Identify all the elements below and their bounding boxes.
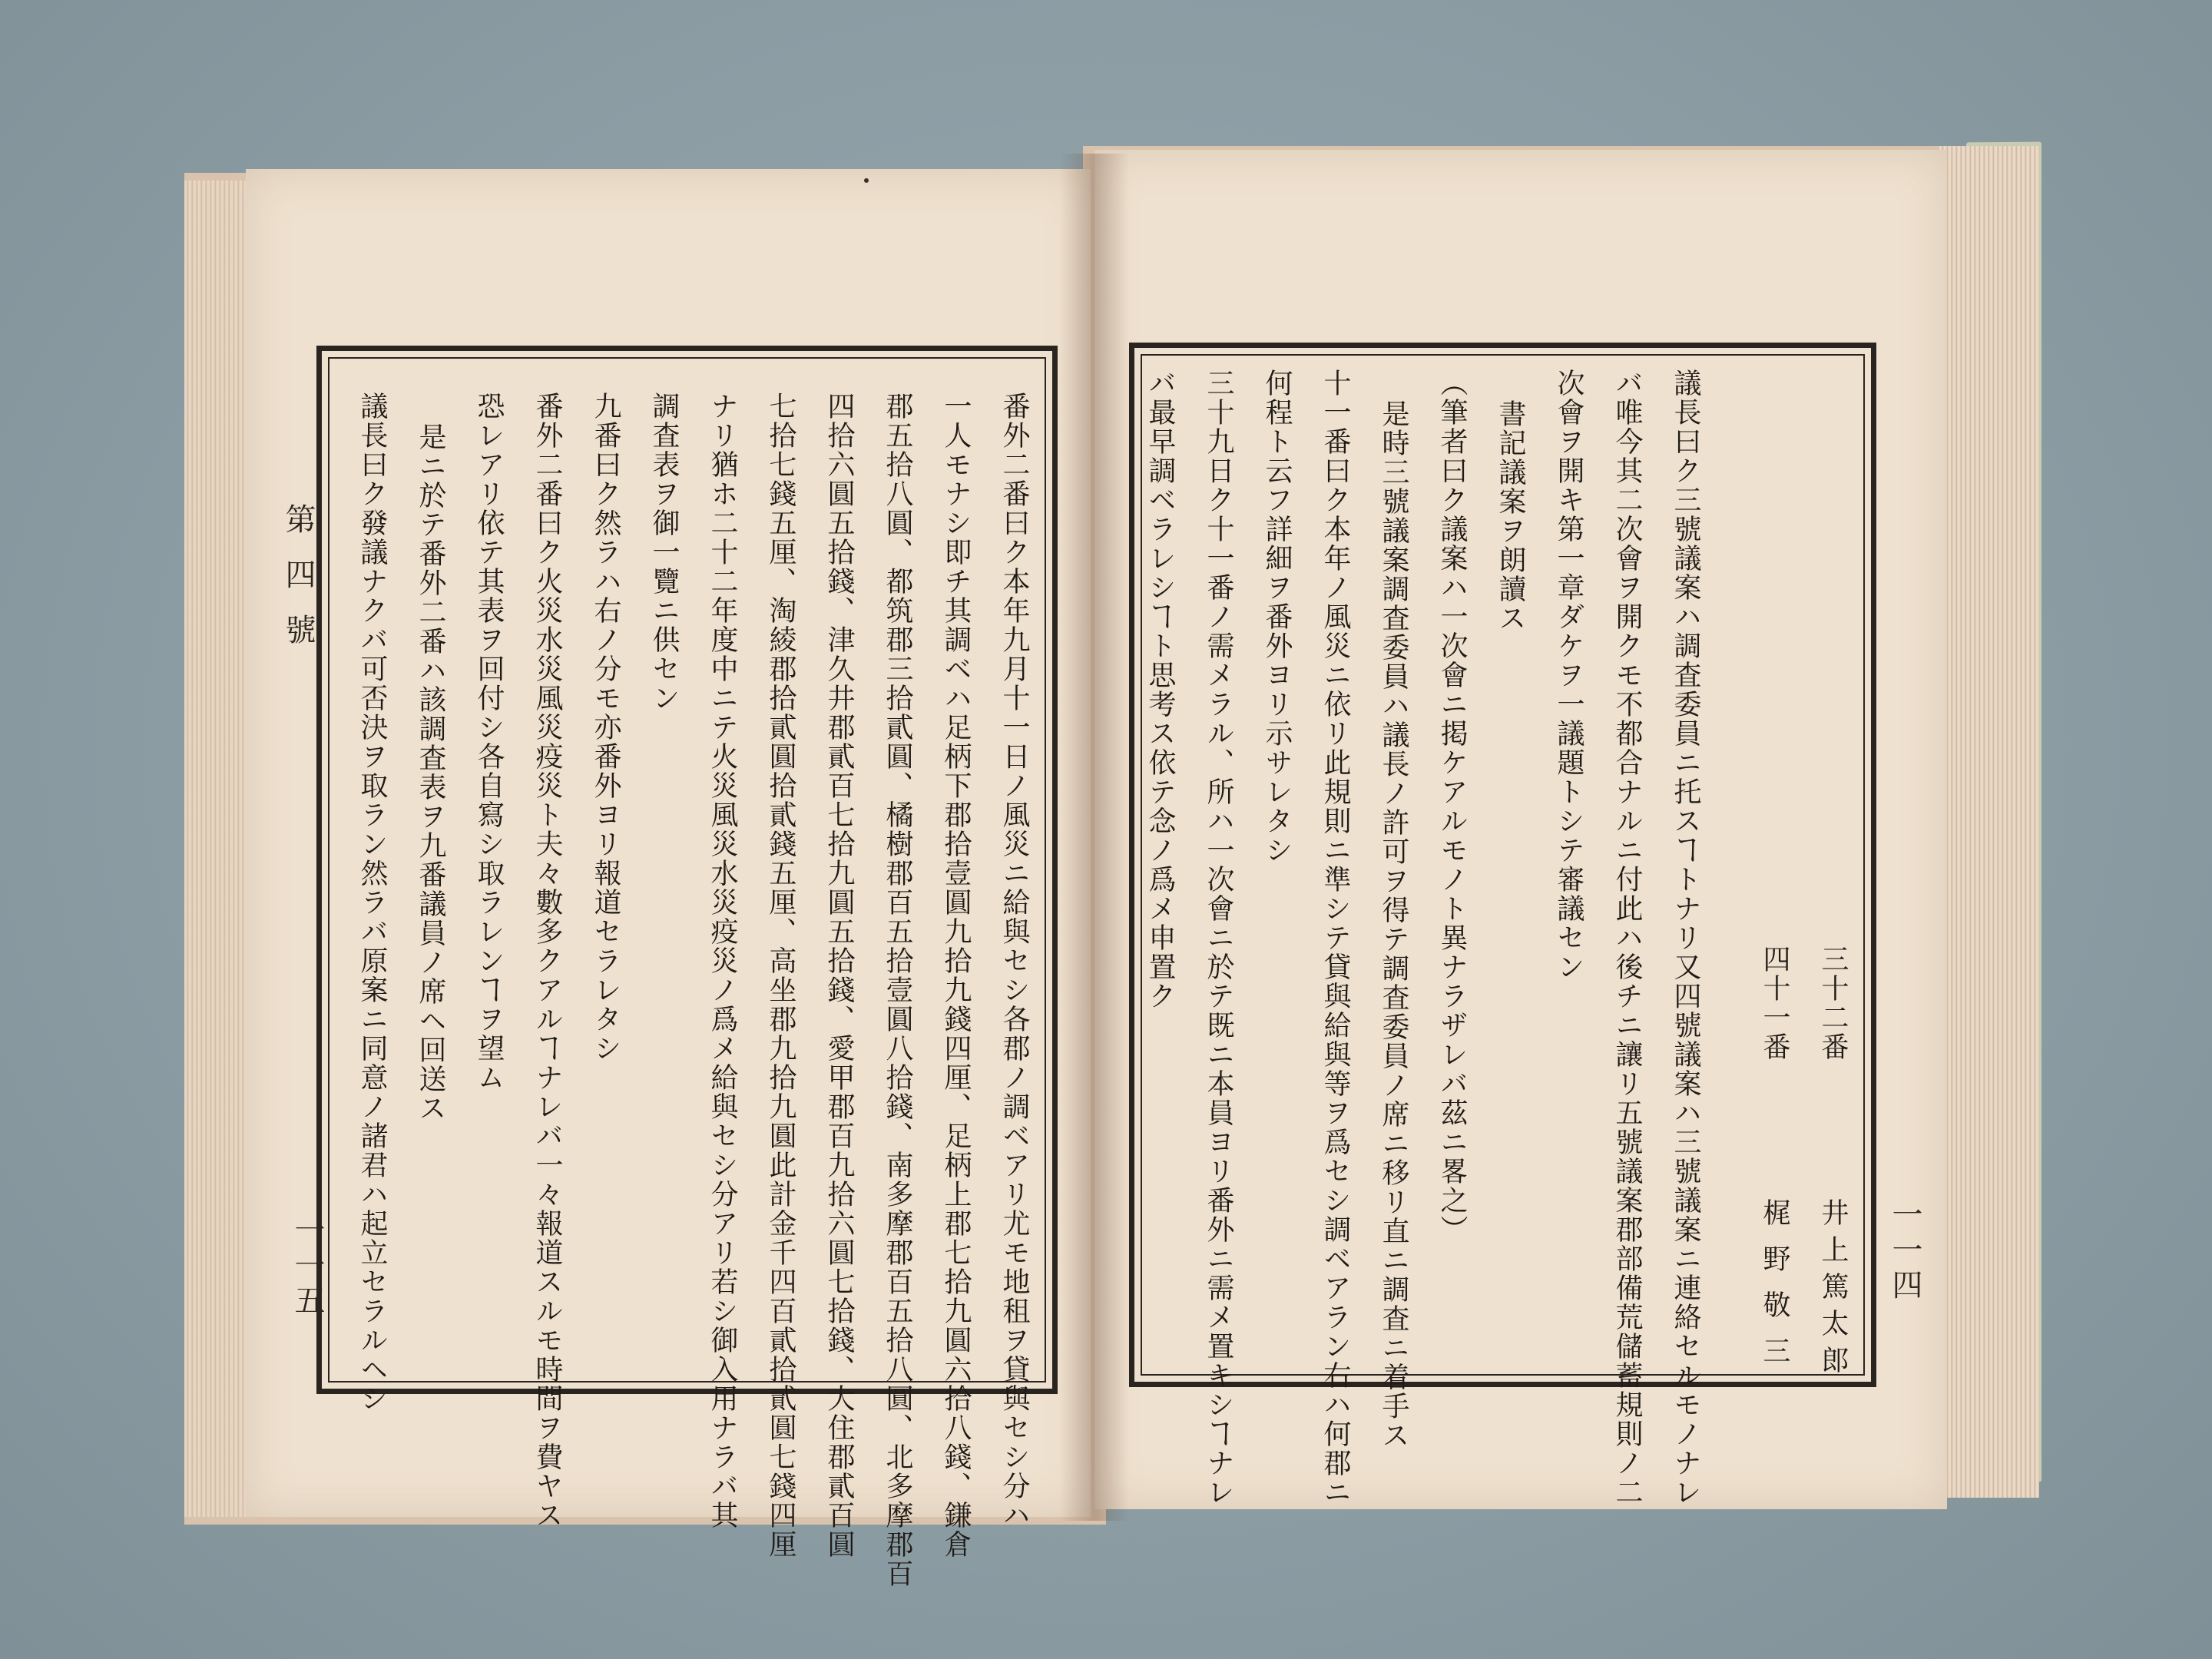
member-number-2: 四十一番 xyxy=(1759,945,1790,1061)
running-header: 第四號 xyxy=(280,503,316,669)
text-line-l1: 番外二番曰ク本年九月十一日ノ風災ニ給與セシ各郡ノ調ベアリ尤モ地租ヲ貸與セシ分ハ xyxy=(998,392,1030,1530)
text-line-r7: 十一番曰ク本年ノ風災ニ依リ此規則ニ準シテ貸與給與等ヲ爲セシ調ベアラン右ハ何郡ニ xyxy=(1320,369,1351,1507)
page-number-right: 一一四 xyxy=(1887,1198,1922,1304)
text-line-l11: 是ニ於テ番外二番ハ該調査表ヲ九番議員ノ席ヘ回送ス xyxy=(415,422,446,1123)
text-line-l4: 四拾六圓五拾錢、津久井郡貳百七拾九圓五拾錢、愛甲郡百九拾六圓七拾錢、大住郡貳百圓 xyxy=(823,392,855,1559)
text-line-l2: 一人モナシ即チ其調ベハ足柄下郡拾壹圓九拾九錢四厘、足柄上郡七拾九圓六拾八錢、鎌倉 xyxy=(940,392,972,1559)
text-line-r8: 何程ト云フ詳細ヲ番外ヨリ示サレタシ xyxy=(1261,369,1293,865)
left-page-edges xyxy=(184,180,253,1517)
text-line-l9: 番外二番曰ク火災水災風災疫災ト夫々數多クアルヿナレバ一々報道スルモ時間ヲ費ヤス xyxy=(531,392,563,1530)
page-number-left: 一一五 xyxy=(290,1214,325,1320)
text-line-l3: 郡五拾八圓、都筑郡三拾貳圓、橘樹郡百五拾壹圓八拾錢、南多摩郡百五拾八圓、北多摩郡百 xyxy=(882,392,913,1588)
text-line-l12: 議長曰ク發議ナクバ可否決ヲ取ラン然ラバ原案ニ同意ノ諸君ハ起立セラルヘシ xyxy=(356,392,388,1413)
text-line-r10: バ最早調ベラレシヿト思考ス依テ念ノ爲メ申置ク xyxy=(1144,369,1176,1011)
text-line-r1: 議長曰ク三號議案ハ調査委員ニ托スヿトナリ又四號議案ハ三號議案ニ連絡セルモノナレ xyxy=(1670,369,1701,1507)
text-line-r4: 書記議案ヲ朗讀ス xyxy=(1495,399,1526,633)
text-line-r6: 是時三號議案調査委員ハ議長ノ許可ヲ得テ調査委員ノ席ニ移リ直ニ調査ニ着手ス xyxy=(1378,399,1409,1450)
text-line-r5: （筆者曰ク議案ハ一次會ニ掲ケアルモノト異ナラザレバ茲ニ畧之） xyxy=(1436,369,1468,1244)
text-line-l5: 七拾七錢五厘、淘綾郡拾貳圓拾貳錢五厘、高坐郡九拾九圓此計金千四百貳拾貳圓七錢四厘 xyxy=(765,392,796,1559)
ink-speck xyxy=(864,178,869,183)
text-line-r2: バ唯今其二次會ヲ開クモ不都合ナルニ付此ハ後チニ讓リ五號議案郡部備荒儲蓄規則ノ二 xyxy=(1611,369,1643,1507)
member-name-1: 井上篤太郎 xyxy=(1817,1198,1849,1382)
text-line-l7: 調査表ヲ御一覽ニ供セン xyxy=(648,392,680,713)
text-line-l8: 九番曰ク然ラハ右ノ分モ亦番外ヨリ報道セラレタシ xyxy=(590,392,621,1063)
book-gutter xyxy=(1060,154,1129,1521)
text-line-r9: 三十九日ク十一番ノ需メラル、所ハ一次會ニ於テ既ニ本員ヨリ番外ニ需メ置キシヿナレ xyxy=(1203,369,1234,1507)
text-line-l6: ナリ猶ホ二十二年度中ニテ火災風災水災疫災ノ爲メ給與セシ分アリ若シ御入用ナラバ其 xyxy=(707,392,738,1530)
text-line-l10: 恐レアリ依テ其表ヲ回付シ各自寫シ取ラレンヿヲ望ム xyxy=(473,392,505,1092)
right-page-edges xyxy=(1939,146,2039,1498)
member-name-2: 梶野敬三 xyxy=(1759,1198,1790,1382)
text-line-r3: 次會ヲ開キ第一章ダケヲ一議題トシテ審議セン xyxy=(1553,369,1584,982)
member-number-1: 三十二番 xyxy=(1817,945,1849,1061)
